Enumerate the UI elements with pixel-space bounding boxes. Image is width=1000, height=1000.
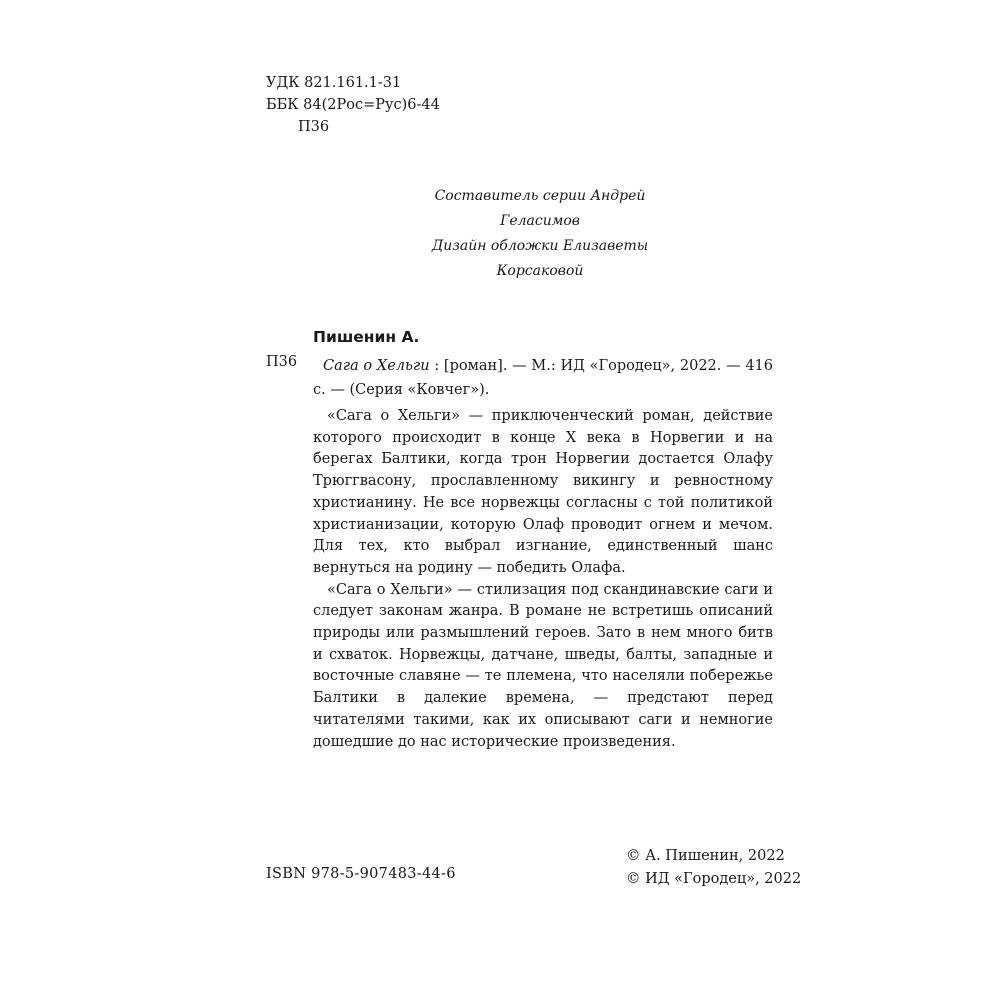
author-sign-code: П36 [298, 119, 330, 135]
publication-details: : [роман]. — М.: ИД «Городец», 2022. — 416 с. — (Серия «Ковчег»). [313, 358, 773, 398]
bibliographic-author: Пишенин А. [313, 328, 420, 346]
bbk-code: ББК 84(2Рос=Рус)6-44 [266, 97, 440, 113]
cover-design-credit: Дизайн обложки Елизаветы Корсаковой [431, 238, 649, 279]
author-copyright: © А. Пишенин, 2022 [626, 848, 785, 864]
book-title: Сага о Хельги [323, 358, 430, 374]
publisher-copyright: © ИД «Городец», 2022 [626, 871, 802, 887]
copyright-block [626, 845, 801, 891]
bibliographic-author-sign: П36 [266, 354, 298, 370]
bibliographic-description [313, 354, 773, 402]
annotation [313, 406, 773, 753]
credits [400, 184, 680, 284]
annotation-paragraph: «Сага о Хельги» — стилизация под скандинавские саги и следует законам жанра. В романе не встретишь описаний природы или размышлений героев. Зато в нем много битв и схваток. Норвежцы, датчане, шведы, балты, западные и восточные славяне — те племена, что населяли побережье Балтики в далекие времена, — предстают перед читателями такими, как их описывают саги и немногие дошедшие до нас исторические произведения. [313, 581, 773, 750]
annotation-paragraph: «Сага о Хельги» — приключенческий роман, действие которого происходит в конце X века в Норвегии и на берегах Балтики, когда трон Норвегии достается Олафу Трюггвасону, прославленному викингу и ревностному христианину. Не все норвежцы согласны с той политикой христианизации, которую Олаф проводит огнем и мечом. Для тех, кто выбрал изгнание, единственный шанс вернуться на родину — победить Олафа. [313, 408, 773, 576]
udk-code: УДК 821.161.1-31 [266, 75, 402, 91]
isbn: ISBN 978-5-907483-44-6 [266, 866, 456, 882]
classification-codes [266, 72, 440, 138]
series-compiler-credit: Составитель серии Андрей Геласимов [434, 188, 646, 229]
